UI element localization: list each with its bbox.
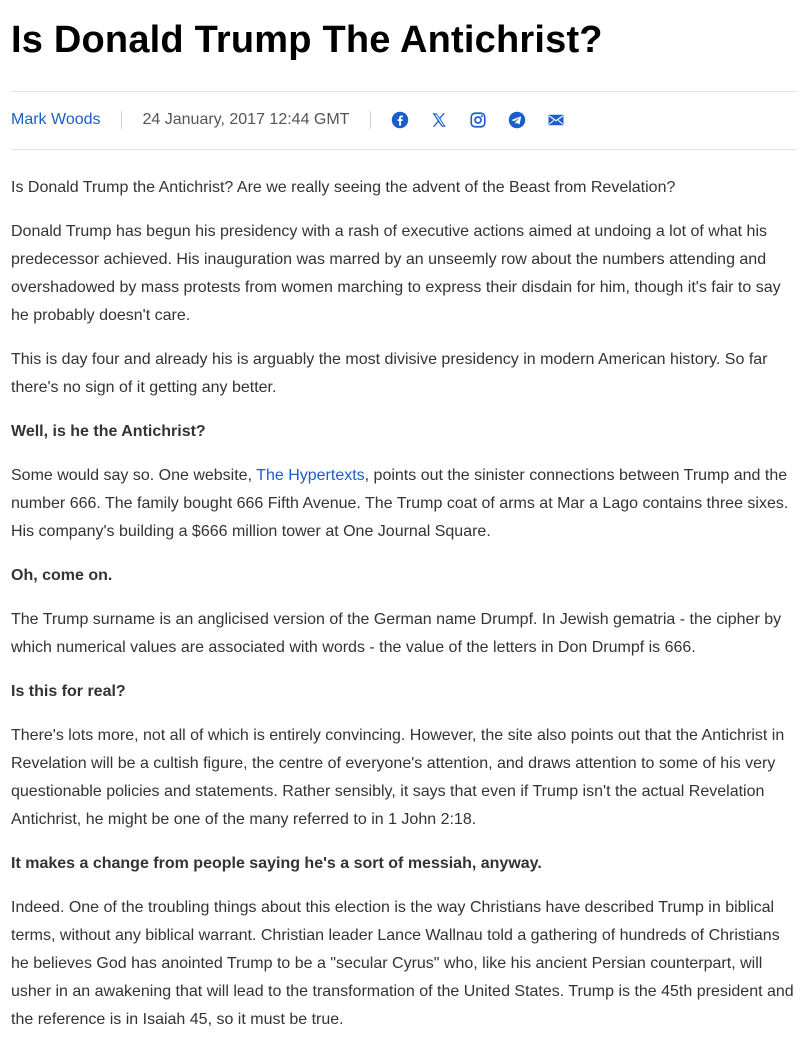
page-title: Is Donald Trump The Antichrist?: [11, 19, 603, 61]
meta-separator: [370, 111, 371, 129]
paragraph-text: , points out the sinister connections between Trump and the number 666. The family bought 666 Fifth Avenue. The Trump coat of arms at Mar a Lago contains three sixes. His company's building a $666 million tower at One Journal Square.: [11, 467, 789, 540]
paragraph: Indeed. One of the troubling things about this election is the way Christians have described Trump in biblical terms, without any biblical warrant. Christian leader Lance Wallnau told a gathering of hundreds of Christians he believes God has anointed Trump to be a "secular Cyrus" who, like his ancient Persian counterpart, will usher in an awakening that will lead to the transformation of the United States. Trump is the 45th president and the reference is in Isaiah 45, so it must be true.: [11, 899, 794, 1028]
subheading: Well, is he the Antichrist?: [11, 423, 206, 440]
paragraph: This is day four and already his is arguably the most divisive presidency in modern American history. So far there's no sign of it getting any better.: [11, 351, 768, 396]
divider-top: [11, 91, 796, 92]
subheading: Is this for real?: [11, 683, 126, 700]
x-icon[interactable]: [430, 111, 448, 129]
paragraph: There's lots more, not all of which is entirely convincing. However, the site also points out that the Antichrist in Revelation will be a cultish figure, the centre of everyone's attention, and draws attention to some of his very questionable policies and statements. Rather sensibly, it says that even if Trump isn't the actual Revelation Antichrist, he might be one of the many referred to in 1 John 2:18.: [11, 727, 785, 828]
share-bar: [391, 111, 586, 129]
paragraph: Donald Trump has begun his presidency with a rash of executive actions aimed at undoing a lot of what his predecessor achieved. His inauguration was marred by an unseemly row about the numbers attending and overshadowed by mass protests from women marching to express their disdain for him, though it's fair to say he probably doesn't care.: [11, 223, 781, 324]
author-link[interactable]: Mark Woods: [11, 111, 101, 128]
paragraph-text: Some would say so. One website,: [11, 467, 257, 484]
instagram-icon[interactable]: [469, 111, 487, 129]
hypertexts-link[interactable]: The Hypertexts: [256, 467, 365, 484]
telegram-icon[interactable]: [508, 111, 526, 129]
publish-date: 24 January, 2017 12:44 GMT: [142, 111, 350, 128]
facebook-icon[interactable]: [391, 111, 409, 129]
article-body: [11, 174, 801, 1048]
subheading: It makes a change from people saying he's a sort of messiah, anyway.: [11, 855, 542, 872]
email-icon[interactable]: [547, 111, 565, 129]
divider-bottom: [11, 149, 796, 150]
article-meta: [11, 108, 586, 132]
subheading: Oh, come on.: [11, 567, 113, 584]
paragraph: Is Donald Trump the Antichrist? Are we really seeing the advent of the Beast from Revelation?: [11, 179, 676, 196]
paragraph: [11, 462, 801, 546]
paragraph: The Trump surname is an anglicised version of the German name Drumpf. In Jewish gematria - the cipher by which numerical values are associated with words - the value of the letters in Don Drumpf is 666.: [11, 611, 782, 656]
meta-separator: [121, 111, 122, 129]
